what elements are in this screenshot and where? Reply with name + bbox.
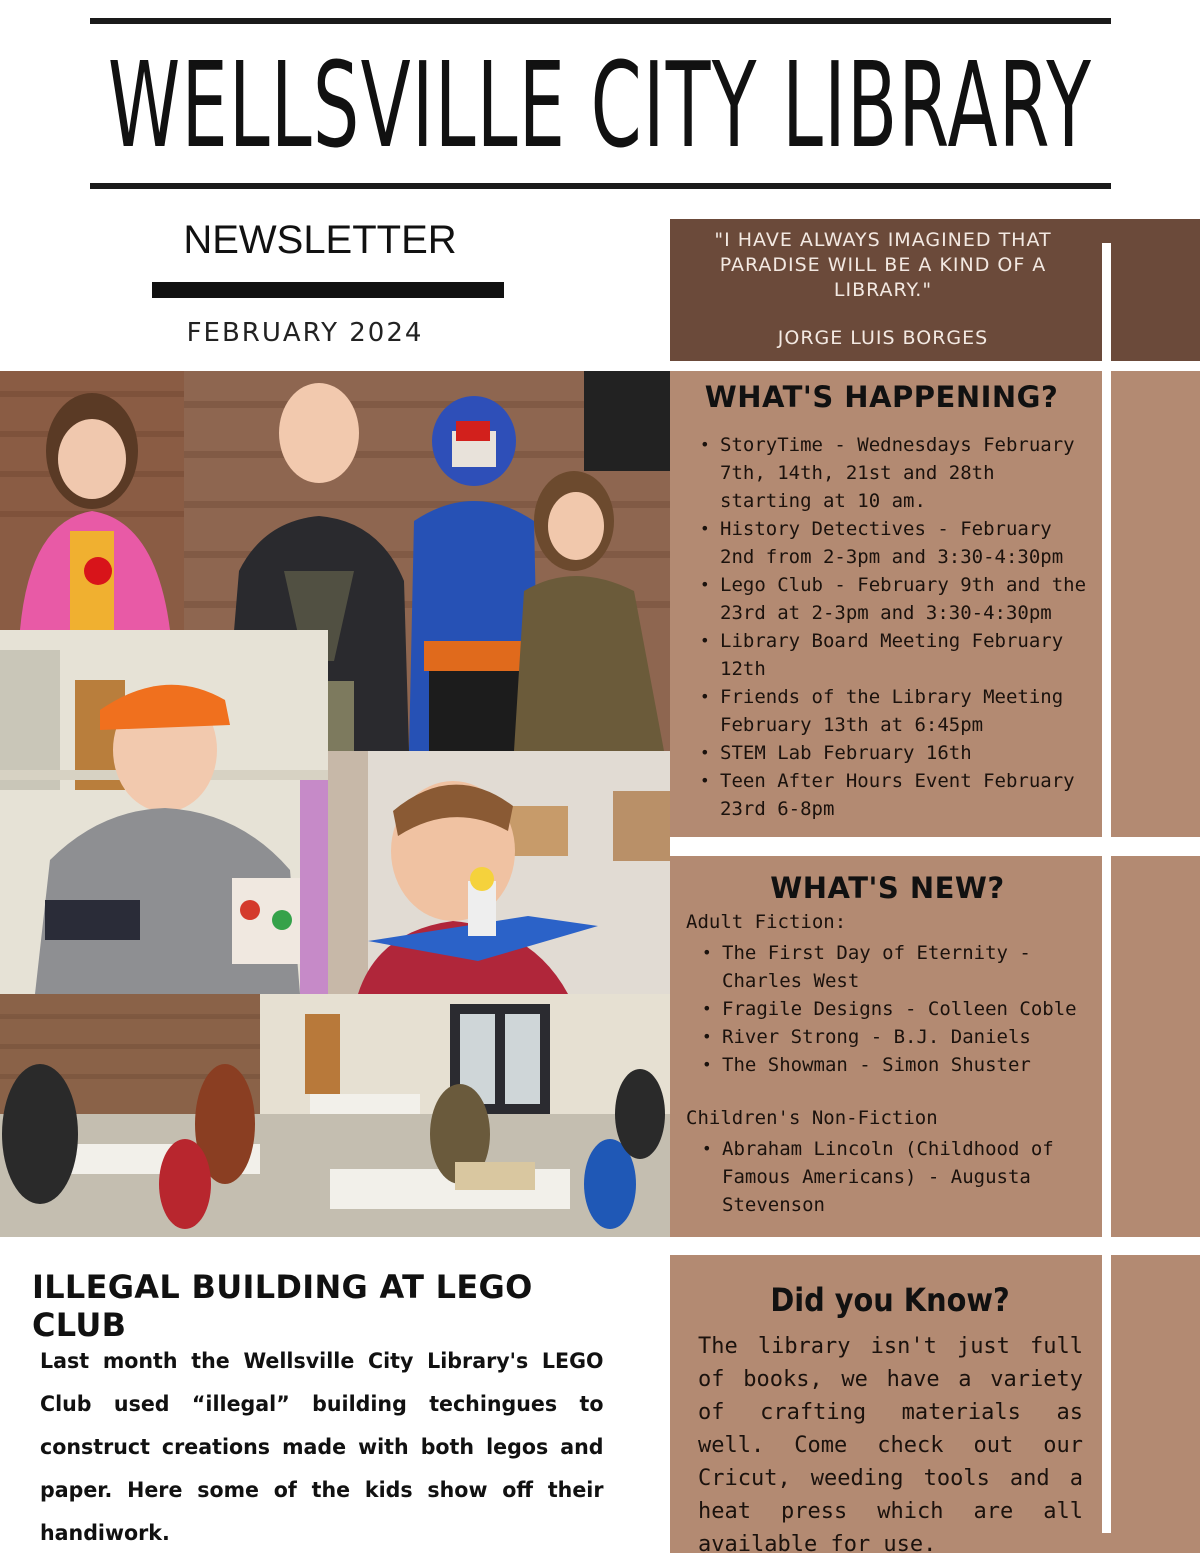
quote-author: JORGE LUIS BORGES	[777, 327, 989, 349]
event-item: • Lego Club - February 9th and the 23rd at 2-3pm and 3:30-4:30pm	[690, 571, 1095, 627]
issue-date: FEBRUARY 2024	[186, 318, 424, 348]
accent-line	[1102, 243, 1111, 837]
accent-line	[1102, 1255, 1111, 1533]
newsletter-underline	[152, 282, 504, 298]
book-item: • The First Day of Eternity - Charles West	[692, 939, 1092, 995]
quote-text: "I HAVE ALWAYS IMAGINED THAT PARADISE WILL BE A KIND OF A LIBRARY."	[714, 229, 1052, 301]
event-item: • Teen After Hours Event February 23rd 6-8pm	[690, 767, 1095, 823]
event-item: • Friends of the Library Meeting February 13th at 6:45pm	[690, 683, 1095, 739]
masthead-title: WELLSVILLE CITY LIBRARY	[107, 36, 1093, 174]
photo-girl-pink-jacket	[0, 371, 184, 630]
did-you-know-body: The library isn't just full of books, we have a variety of crafting materials as well. Come check out our Cricut, weeding tools and a heat press which are all available for use.	[698, 1334, 1083, 1557]
masthead-top-rule	[90, 18, 1111, 24]
photo-boy-orange-cap	[0, 630, 328, 994]
adult-fiction-list	[692, 939, 1092, 1079]
book-item: • The Showman - Simon Shuster	[692, 1051, 1092, 1079]
photo-boy-lego-plane	[328, 751, 670, 994]
photo-lego-club-room	[0, 994, 670, 1237]
event-item: • Library Board Meeting February 12th	[690, 627, 1095, 683]
newsletter-label: NEWSLETTER	[183, 218, 457, 262]
accent-line	[1102, 856, 1111, 1237]
article-body: Last month the Wellsville City Library's LEGO Club used “illegal” building techingues to construct creations made with both legos and paper. Here some of the kids show off their handiwork.	[40, 1349, 604, 1545]
adult-fiction-label: Adult Fiction:	[686, 911, 847, 933]
whats-happening-heading: WHAT'S HAPPENING?	[704, 380, 1059, 414]
masthead-bottom-rule	[90, 183, 1111, 189]
event-item: • STEM Lab February 16th	[690, 739, 1095, 767]
did-you-know-heading: Did you Know?	[770, 1281, 1010, 1319]
event-item: • History Detectives - February 2nd from 2-3pm and 3:30-4:30pm	[690, 515, 1095, 571]
childrens-nonfiction-list	[692, 1135, 1082, 1219]
event-item: • StoryTime - Wednesdays February 7th, 14th, 21st and 28th starting at 10 am.	[690, 431, 1095, 515]
events-list	[690, 431, 1095, 823]
article-title: ILLEGAL BUILDING AT LEGO CLUB	[32, 1268, 533, 1344]
book-item: • Fragile Designs - Colleen Coble	[692, 995, 1092, 1023]
book-item: • Abraham Lincoln (Childhood of Famous Americans) - Augusta Stevenson	[692, 1135, 1082, 1219]
childrens-nonfiction-label: Children's Non-Fiction	[686, 1107, 938, 1129]
whats-new-heading: WHAT'S NEW?	[770, 871, 1005, 905]
book-item: • River Strong - B.J. Daniels	[692, 1023, 1092, 1051]
